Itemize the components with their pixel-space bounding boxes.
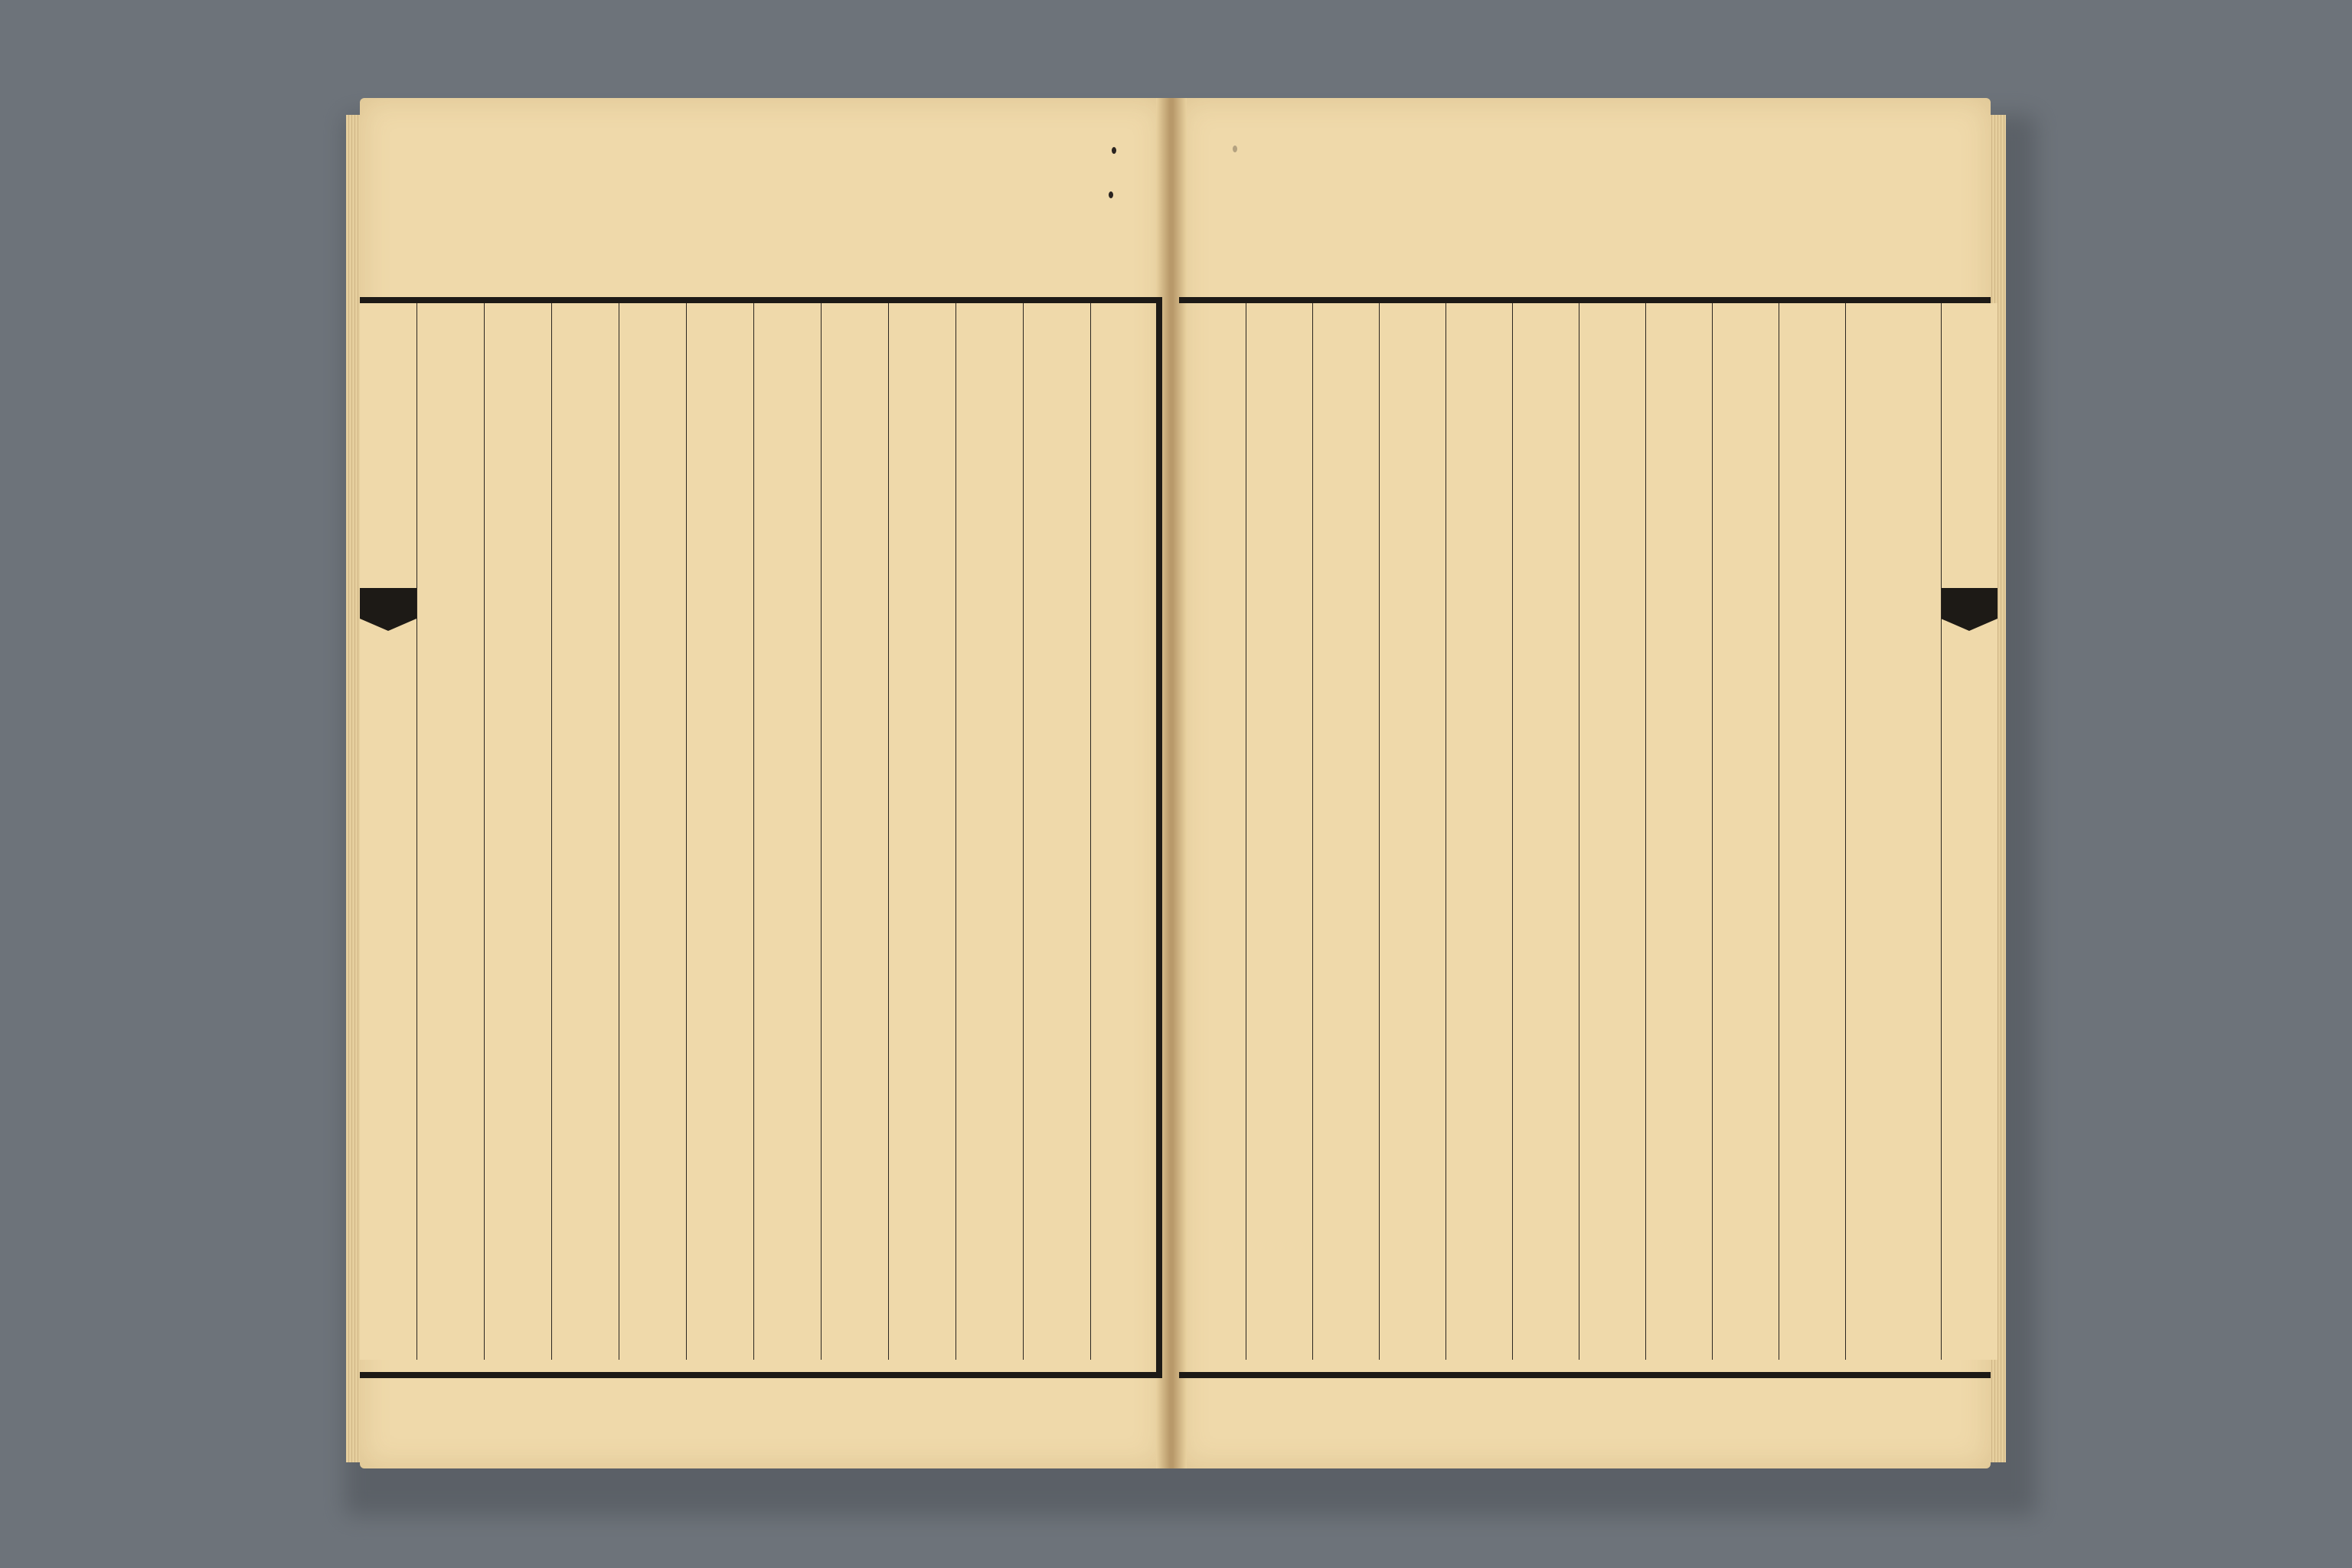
column-rule xyxy=(1312,303,1313,1360)
column-rule xyxy=(753,303,754,1360)
column-rule xyxy=(1712,303,1713,1360)
column-rule xyxy=(821,303,822,1360)
column-rule xyxy=(1845,303,1846,1360)
ink-speck xyxy=(1233,145,1237,152)
column-rule xyxy=(686,303,687,1360)
column-rule xyxy=(1090,303,1091,1360)
column-rule xyxy=(484,303,485,1360)
column-rule xyxy=(1512,303,1513,1360)
column-rule xyxy=(416,303,417,1360)
fishtail-ornament xyxy=(1941,588,1998,619)
column-rule xyxy=(1645,303,1646,1360)
column-rule xyxy=(1379,303,1380,1360)
right-fold-strip xyxy=(1941,303,1998,1360)
left-page-text-frame xyxy=(360,297,1162,1378)
fishtail-ornament xyxy=(360,588,416,619)
left-fold-strip xyxy=(360,303,416,1360)
column-rule xyxy=(1941,303,1942,1360)
right-page-text-frame xyxy=(1179,297,1991,1378)
column-rule xyxy=(888,303,889,1360)
ink-speck xyxy=(1112,147,1116,154)
column-rule xyxy=(1023,303,1024,1360)
column-rule xyxy=(551,303,552,1360)
ink-speck xyxy=(1109,191,1113,198)
